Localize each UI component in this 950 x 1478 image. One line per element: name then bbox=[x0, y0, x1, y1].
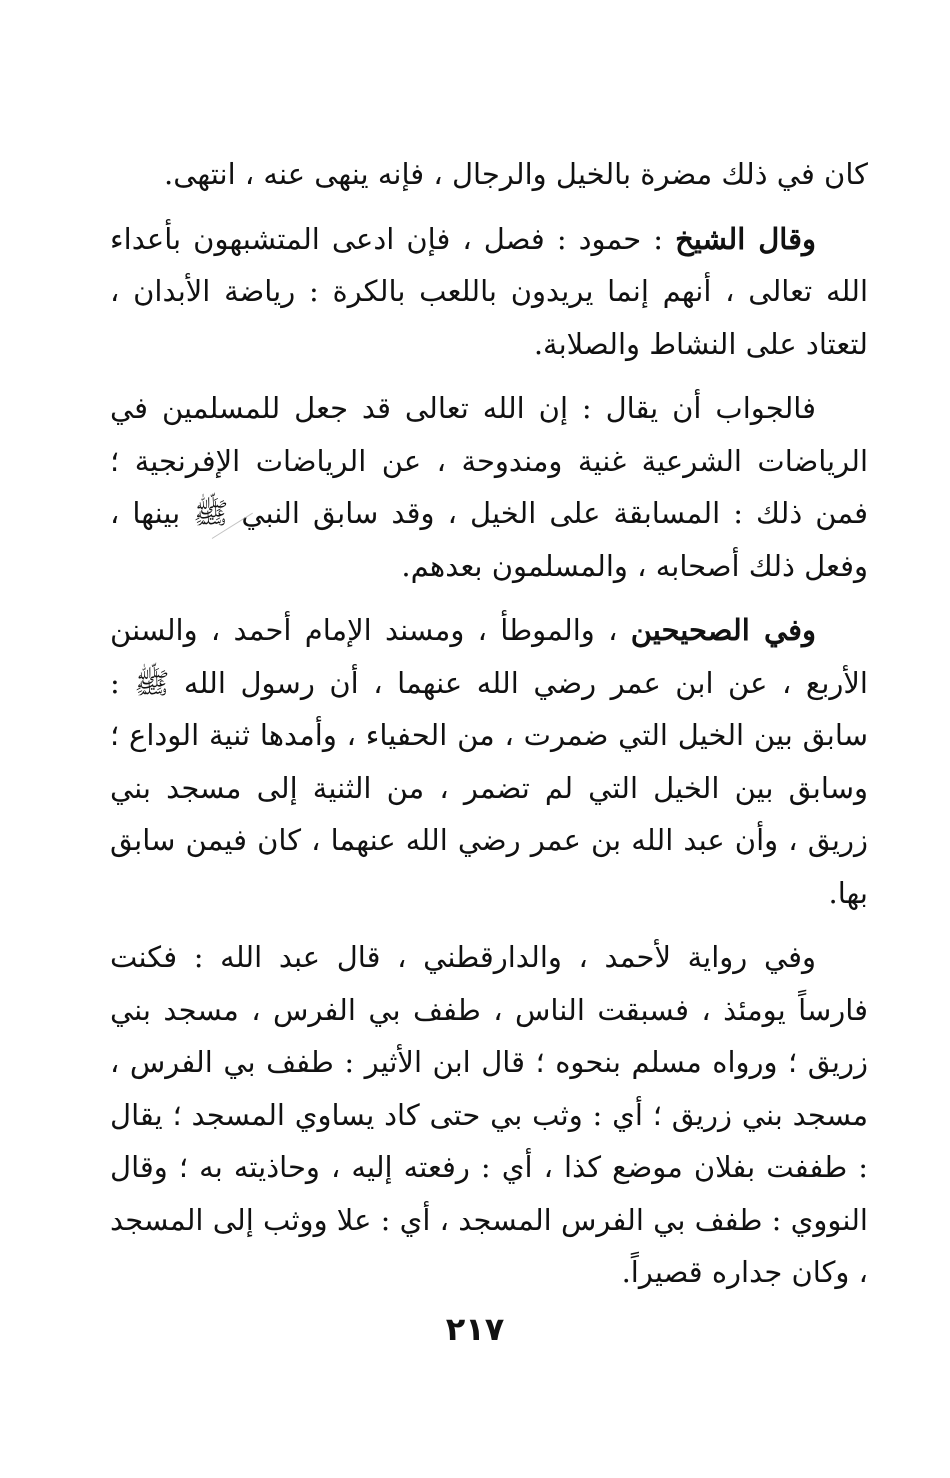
paragraph-2 bbox=[110, 213, 868, 371]
paragraph-3 bbox=[110, 382, 868, 592]
paragraph-1 bbox=[110, 148, 868, 201]
page-number: ٢١٧ bbox=[445, 1310, 505, 1348]
paragraph-4 bbox=[110, 604, 868, 919]
paragraph-4-text: ، والموطأ ، ومسند الإمام أحمد ، والسنن الأربع ، عن ابن عمر رضي الله عنهما ، أن رسول الله ﷺ : سابق بين الخيل التي ضمرت ، من الحفياء ، وأمدها ثنية الوداع ؛ وسابق بين الخيل التي لم تضمر ، من الثنية إلى مسجد بني زريق ، وأن عبد الله بن عمر رضي الله عنهما ، كان فيمن سابق بها. bbox=[110, 613, 868, 910]
paragraph-5 bbox=[110, 931, 868, 1299]
page-body bbox=[110, 148, 868, 1299]
paragraph-2-heading: وقال الشيخ bbox=[675, 221, 817, 256]
paragraph-4-heading: وفي الصحيحين bbox=[630, 613, 816, 647]
paragraph-3-text: فالجواب أن يقال : إن الله تعالى قد جعل للمسلمين في الرياضات الشرعية غنية ومندوحة ، عن الرياضات الإفرنجية ؛ فمن ذلك : المسابقة على الخيل ، وقد سابق النبي ﷺ بينها ، وفعل ذلك أصحابه ، والمسلمون بعدهم. bbox=[110, 391, 868, 583]
paragraph-1-text: كان في ذلك مضرة بالخيل والرجال ، فإنه ينهى عنه ، انتهى. bbox=[164, 157, 868, 191]
paragraph-2-text: : حمود : فصل ، فإن ادعى المتشبهون بأعداء الله تعالى ، أنهم إنما يريدون باللعب بالكرة : رياضة الأبدان ، لتعتاد على النشاط والصلابة. bbox=[110, 221, 868, 361]
paragraph-5-text: وفي رواية لأحمد ، والدارقطني ، قال عبد الله : فكنت فارساً يومئذ ، فسبقت الناس ، طفف بي الفرس ، مسجد بني زريق ؛ ورواه مسلم بنحوه ؛ قال ابن الأثير : طفف بي الفرس ، مسجد بني زريق ؛ أي : وثب بي حتى كاد يساوي المسجد ؛ يقال : طففت بفلان موضع كذا ، أي : رفعته إليه ، وحاذيته به ؛ وقال النووي : طفف بي الفرس المسجد ، أي : علا ووثب إلى المسجد ، وكان جداره قصيراً. bbox=[110, 940, 868, 1289]
